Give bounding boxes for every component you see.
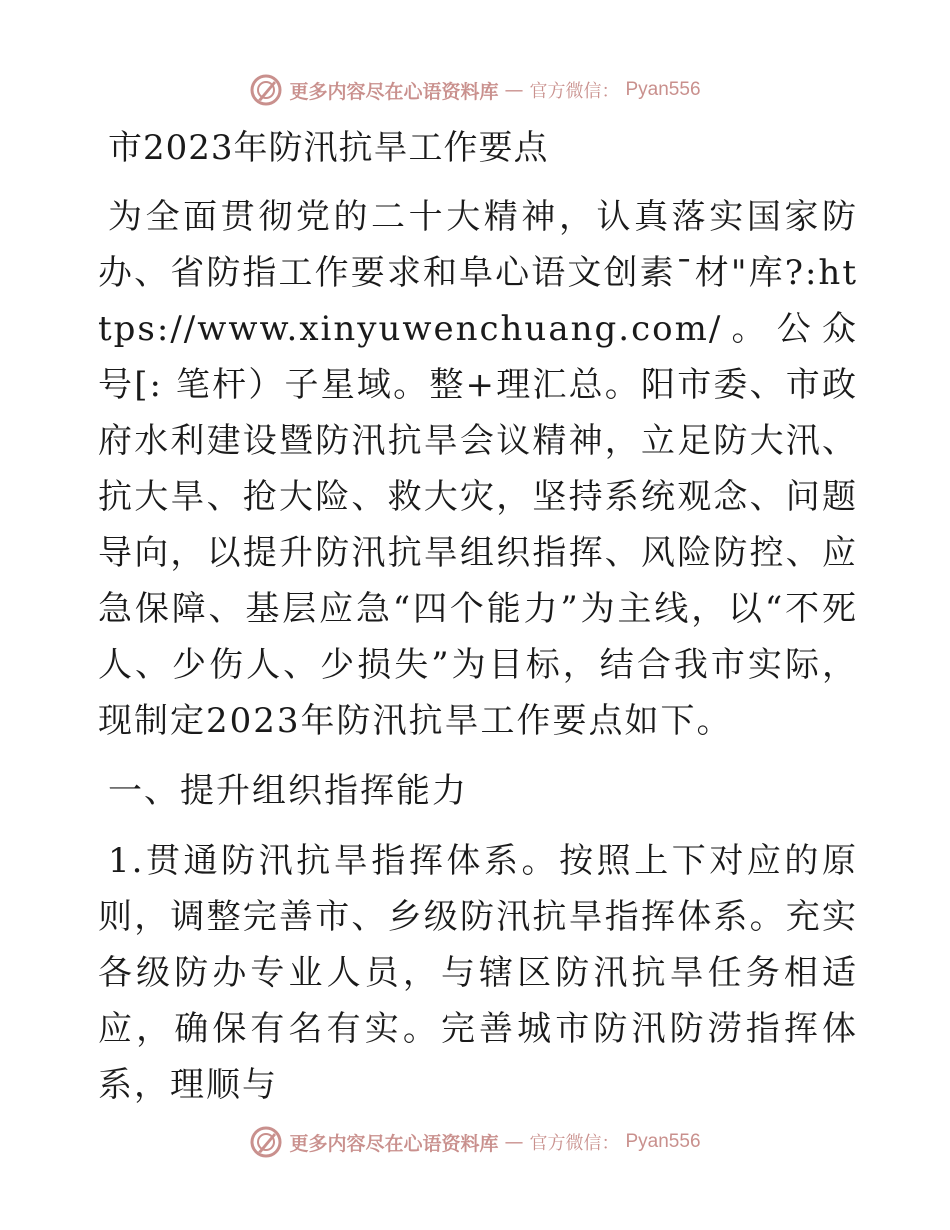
intro-paragraph: 为全面贯彻党的二十大精神，认真落实国家防办、省防指工作要求和阜心语文创素¯材"库?:https://www.xinyuwenchuang.com/。公众号[: 笔杆）子星域。整+理汇总。阳市委、市政府水利建设暨防汛抗旱会议精神，立足防大汛、抗大旱、抢大险、救大灾，坚持系统观念、问题导向，以提升防汛抗旱组织指挥、风险防控、应急保障、基层应急“四个能力”为主线，以“不死人、少伤人、少损失”为目标，结合我市实际，现制定2023年防汛抗旱工作要点如下。	[98, 197, 858, 741]
section-heading-1: 一、提升组织指挥能力	[108, 771, 468, 811]
watermark-dash: —	[504, 1131, 524, 1153]
watermark-dash: —	[504, 79, 524, 101]
document-body	[98, 123, 858, 1127]
watermark-brand-text: 更多内容尽在心语资料库	[289, 1132, 499, 1155]
watermark-official-label: 官方微信：	[529, 1133, 620, 1154]
watermark-header	[0, 70, 950, 110]
watermark-account-id: Pyan556	[625, 79, 701, 100]
document-title: 市2023年防汛抗旱工作要点	[108, 128, 549, 168]
quill-seal-icon	[249, 1125, 283, 1159]
watermark-account-id: Pyan556	[625, 1131, 701, 1152]
watermark-official-label: 官方微信：	[529, 81, 620, 102]
watermark-footer	[0, 1122, 950, 1162]
watermark-brand-text: 更多内容尽在心语资料库	[289, 80, 499, 103]
item-paragraph-1: 1.贯通防汛抗旱指挥体系。按照上下对应的原则，调整完善市、乡级防汛抗旱指挥体系。充实各级防办专业人员，与辖区防汛抗旱任务相适应，确保有名有实。完善城市防汛防涝指挥体系，理顺与	[98, 841, 858, 1105]
quill-seal-icon	[249, 73, 283, 107]
